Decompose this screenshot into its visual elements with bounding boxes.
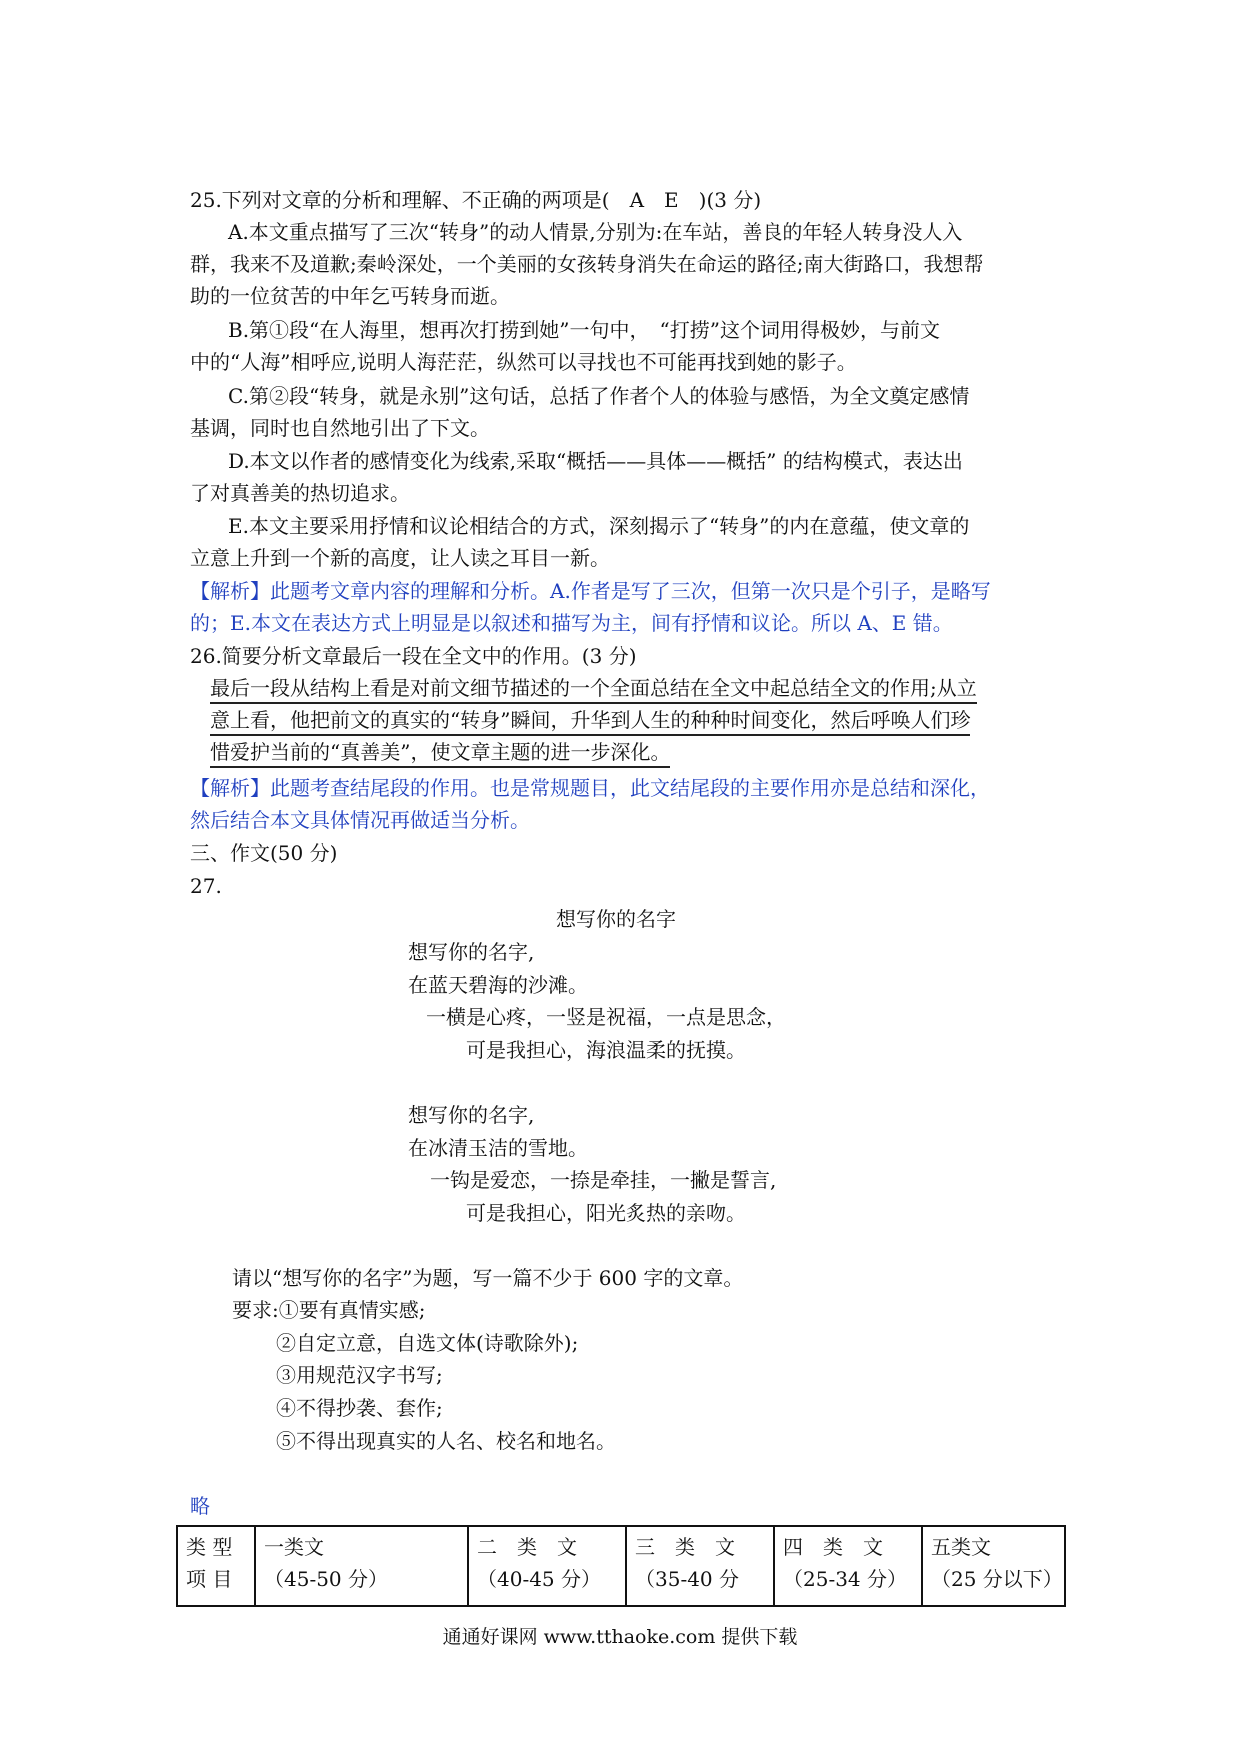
q25-option-e-line2: 立意上升到一个新的高度，让人读之耳目一新。 bbox=[190, 546, 610, 570]
q25-option-e-line1: E.本文主要采用抒情和议论相结合的方式，深刻揭示了“转身”的内在意蕴，使文章的 bbox=[228, 514, 970, 538]
poem-line: 可是我担心，阳光炙热的亲吻。 bbox=[466, 1201, 746, 1225]
poem-line: 在冰清玉洁的雪地。 bbox=[408, 1136, 588, 1160]
grading-table bbox=[176, 1525, 1066, 1607]
q25-analysis-line1: 【解析】此题考文章内容的理解和分析。A.作者是写了三次，但第一次只是个引子，是略写 bbox=[190, 579, 991, 603]
requirement-item: ④不得抄袭、套作; bbox=[276, 1396, 443, 1420]
q25-option-b-line2: 中的“人海”相呼应,说明人海茫茫，纵然可以寻找也不可能再找到她的影子。 bbox=[190, 350, 857, 374]
q25-option-c-line2: 基调，同时也自然地引出了下文。 bbox=[190, 416, 490, 440]
q26-answer-line2: 意上看，他把前文的真实的“转身”瞬间，升华到人生的种种时间变化，然后呼唤人们珍 bbox=[210, 708, 970, 736]
q25-option-a-line1: A.本文重点描写了三次“转身”的动人情景,分别为:在车站，善良的年轻人转身没人入 bbox=[228, 220, 963, 244]
requirement-item: ③用规范汉字书写; bbox=[276, 1363, 443, 1387]
grade-cell-class5: 五类文 （25 分以下） bbox=[922, 1526, 1065, 1606]
q25-option-b-line1: B.第①段“在人海里，想再次打捞到她”一句中， “打捞”这个词用得极妙，与前文 bbox=[228, 318, 940, 342]
requirement-item: ⑤不得出现真实的人名、校名和地名。 bbox=[276, 1429, 616, 1453]
poem-line: 想写你的名字, bbox=[408, 1103, 535, 1127]
grade-cell-class1: 一类文 （45-50 分） bbox=[255, 1526, 468, 1606]
page-footer: 通通好课网 www.tthaoke.com 提供下载 bbox=[442, 1626, 798, 1648]
essay-prompt: 请以“想写你的名字”为题，写一篇不少于 600 字的文章。 bbox=[232, 1266, 744, 1290]
q25-option-a-line2: 群，我来不及道歉;秦岭深处，一个美丽的女孩转身消失在命运的路径;南大街路口，我想帮 bbox=[190, 252, 984, 276]
poem-line: 一钩是爱恋，一捺是牵挂，一撇是誓言, bbox=[430, 1168, 777, 1192]
grade-cell-class3: 三 类 文 （35-40 分 bbox=[626, 1526, 774, 1606]
q25-option-a-line3: 助的一位贫苦的中年乞丐转身而逝。 bbox=[190, 284, 510, 308]
poem-title: 想写你的名字 bbox=[556, 907, 676, 931]
q26-analysis-line1: 【解析】此题考查结尾段的作用。也是常规题目，此文结尾段的主要作用亦是总结和深化， bbox=[190, 776, 990, 800]
q25-option-d-line2: 了对真善美的热切追求。 bbox=[190, 481, 410, 505]
q25-analysis-line2: 的；E.本文在表达方式上明显是以叙述和描写为主，间有抒情和议论。所以 A、E 错。 bbox=[190, 611, 953, 635]
poem-line: 一横是心疼，一竖是祝福，一点是思念， bbox=[426, 1005, 786, 1029]
grade-cell-class4: 四 类 文 （25-34 分） bbox=[774, 1526, 922, 1606]
q26-stem: 26.简要分析文章最后一段在全文中的作用。(3 分) bbox=[190, 644, 637, 668]
section-heading: 三、作文(50 分) bbox=[190, 841, 338, 865]
requirement-item: ②自定立意，自选文体(诗歌除外); bbox=[276, 1331, 579, 1355]
q25-option-c-line1: C.第②段“转身，就是永别”这句话，总括了作者个人的体验与感悟，为全文奠定感情 bbox=[228, 384, 970, 408]
grade-header-cell: 类 型 项 目 bbox=[177, 1526, 255, 1606]
poem-line: 在蓝天碧海的沙滩。 bbox=[408, 973, 588, 997]
poem-line: 想写你的名字, bbox=[408, 940, 535, 964]
q27-number: 27. bbox=[190, 874, 222, 898]
grade-cell-class2: 二 类 文 （40-45 分） bbox=[468, 1526, 626, 1606]
poem-line: 可是我担心，海浪温柔的抚摸。 bbox=[466, 1038, 746, 1062]
q26-answer-line1: 最后一段从结构上看是对前文细节描述的一个全面总结在全文中起总结全文的作用;从立 bbox=[210, 676, 977, 704]
requirements-label: 要求:①要有真情实感; bbox=[232, 1298, 426, 1322]
q26-analysis-line2: 然后结合本文具体情况再做适当分析。 bbox=[190, 808, 530, 832]
q26-answer-line3: 惜爱护当前的“真善美”，使文章主题的进一步深化。 bbox=[210, 740, 670, 768]
q25-stem: 25.下列对文章的分析和理解、不正确的两项是( A E )(3 分) bbox=[190, 188, 762, 212]
q25-option-d-line1: D.本文以作者的感情变化为线索,采取“概括——具体——概括” 的结构模式，表达出 bbox=[228, 449, 963, 473]
answer-omitted: 略 bbox=[190, 1494, 210, 1518]
